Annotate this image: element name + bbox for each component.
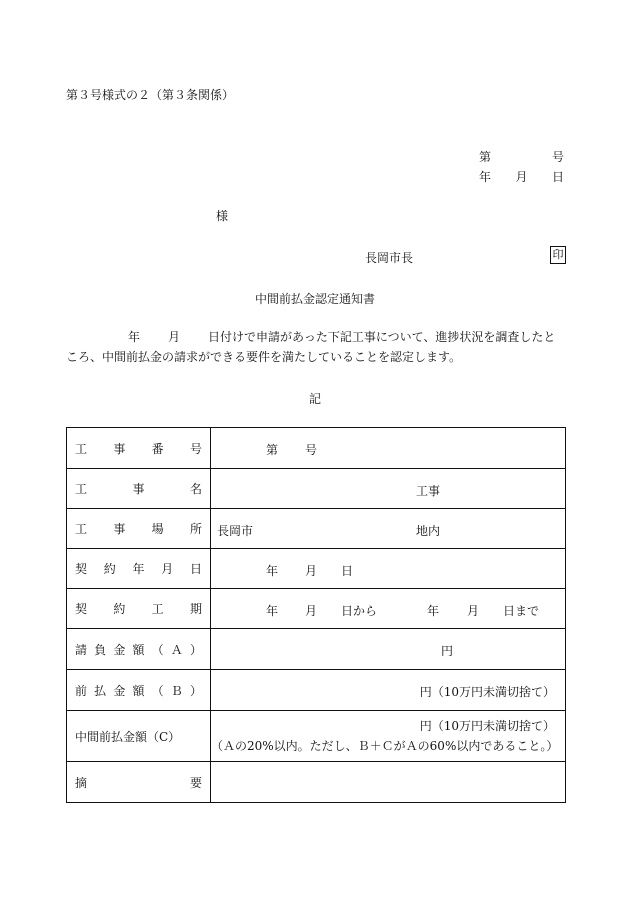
label-char: 約	[103, 562, 116, 576]
label-char: 事	[113, 441, 126, 456]
label-char: Ｂ	[170, 683, 183, 698]
label-construction-name	[67, 469, 211, 509]
label-char: 前	[75, 683, 88, 698]
label-remarks	[67, 762, 211, 803]
body-text	[66, 327, 566, 367]
label-contract-date	[67, 549, 211, 589]
body-line2: ころ、中間前払金の請求ができる要件を満たしていることを認定します。	[66, 350, 462, 364]
label-interim-advance-text: 中間前払金額（C）	[75, 729, 181, 744]
construction-location-city: 長岡市	[217, 524, 254, 538]
label-contract-period	[67, 589, 211, 629]
construction-name-suffix: 工事	[416, 484, 441, 498]
label-advance-amount	[67, 670, 211, 711]
construction-location-suffix: 地内	[416, 524, 441, 538]
period-end-month: 月	[467, 604, 480, 618]
document-title: 中間前払金認定通知書	[254, 292, 375, 306]
interim-advance-line1: 円（10万円未満切捨て）	[419, 719, 555, 733]
form-number: 第３号様式の２（第３条関係）	[66, 88, 235, 102]
label-char: 番	[151, 441, 164, 456]
label-char: （	[151, 683, 164, 698]
contract-date-year: 年	[266, 564, 279, 578]
label-contract-amount	[67, 629, 211, 670]
row-construction-number	[67, 428, 566, 469]
contract-amount-yen: 円	[441, 644, 454, 658]
label-construction-location	[67, 509, 211, 549]
label-char: 場	[151, 522, 164, 536]
document-number	[479, 148, 564, 165]
label-char: 請	[75, 642, 88, 657]
label-char: 事	[132, 482, 145, 496]
issue-date-year: 年	[479, 170, 492, 184]
label-char: 月	[161, 562, 174, 576]
issuer-name: 長岡市長	[365, 251, 414, 265]
label-char: Ａ	[170, 642, 183, 657]
construction-number-suffix: 号	[305, 443, 318, 457]
period-end-day: 日まで	[503, 604, 540, 618]
label-char: 契	[75, 562, 88, 576]
label-char: 日	[189, 562, 202, 576]
row-construction-location	[67, 509, 566, 549]
label-char: 金	[113, 683, 126, 698]
period-end-year: 年	[427, 604, 440, 618]
document-number-prefix: 第	[479, 150, 492, 164]
document-number-suffix: 号	[551, 150, 564, 164]
label-char: （	[151, 642, 164, 657]
row-contract-amount	[67, 629, 566, 670]
row-contract-date	[67, 549, 566, 589]
construction-number-prefix: 第	[266, 443, 279, 457]
details-table	[66, 427, 566, 803]
contract-date-day: 日	[341, 564, 354, 578]
interim-advance-line2: （Ａの20%以内。ただし、Ｂ＋ＣがＡの60%以内であること。）	[211, 739, 559, 753]
value-construction-name[interactable]	[211, 469, 566, 509]
contract-date-month: 月	[305, 564, 318, 578]
period-start-year: 年	[266, 604, 279, 618]
label-char: 工	[151, 602, 164, 616]
period-start-day: 日から	[341, 604, 378, 618]
label-char: 工	[75, 522, 88, 536]
label-char: 金	[113, 642, 126, 657]
issue-date-month: 月	[515, 170, 528, 184]
label-interim-advance-amount	[67, 711, 211, 762]
label-char: 額	[132, 683, 145, 698]
issue-date-day: 日	[551, 170, 564, 184]
label-char: 年	[132, 562, 145, 576]
label-construction-number	[67, 428, 211, 469]
value-contract-date[interactable]	[211, 549, 566, 589]
ki-heading: 記	[308, 392, 321, 406]
value-interim-advance-amount[interactable]	[211, 711, 566, 762]
label-char: 契	[75, 602, 88, 616]
label-char: 摘	[75, 775, 88, 790]
seal-mark: 印	[550, 246, 566, 264]
value-construction-number[interactable]	[211, 428, 566, 469]
label-char: 号	[189, 441, 202, 456]
body-line1-rest: 日付けで申請があった下記工事について、進捗状況を調査したと	[208, 330, 556, 344]
label-char: 工	[75, 482, 88, 496]
value-remarks[interactable]	[211, 762, 566, 803]
value-contract-period[interactable]	[211, 589, 566, 629]
body-month: 月	[168, 330, 181, 344]
body-year: 年	[128, 330, 141, 344]
row-construction-name	[67, 469, 566, 509]
label-char: 負	[94, 642, 107, 657]
value-contract-amount[interactable]	[211, 629, 566, 670]
label-char: 額	[132, 642, 145, 657]
label-char: ）	[189, 642, 202, 657]
label-char: 名	[189, 482, 202, 496]
row-remarks	[67, 762, 566, 803]
row-contract-period	[67, 589, 566, 629]
period-start-month: 月	[305, 604, 318, 618]
label-char: 工	[75, 441, 88, 456]
row-advance-amount	[67, 670, 566, 711]
value-construction-location[interactable]	[211, 509, 566, 549]
label-char: 約	[113, 602, 126, 616]
advance-amount-text: 円（10万円未満切捨て）	[419, 685, 555, 699]
label-char: 事	[113, 522, 126, 536]
value-advance-amount[interactable]	[211, 670, 566, 711]
label-char: 要	[189, 775, 202, 790]
addressee-suffix: 様	[216, 209, 229, 223]
label-char: ）	[189, 683, 202, 698]
issue-date	[479, 168, 564, 185]
label-char: 所	[189, 522, 202, 536]
label-char: 期	[189, 602, 202, 616]
label-char: 払	[94, 683, 107, 698]
row-interim-advance-amount	[67, 711, 566, 762]
